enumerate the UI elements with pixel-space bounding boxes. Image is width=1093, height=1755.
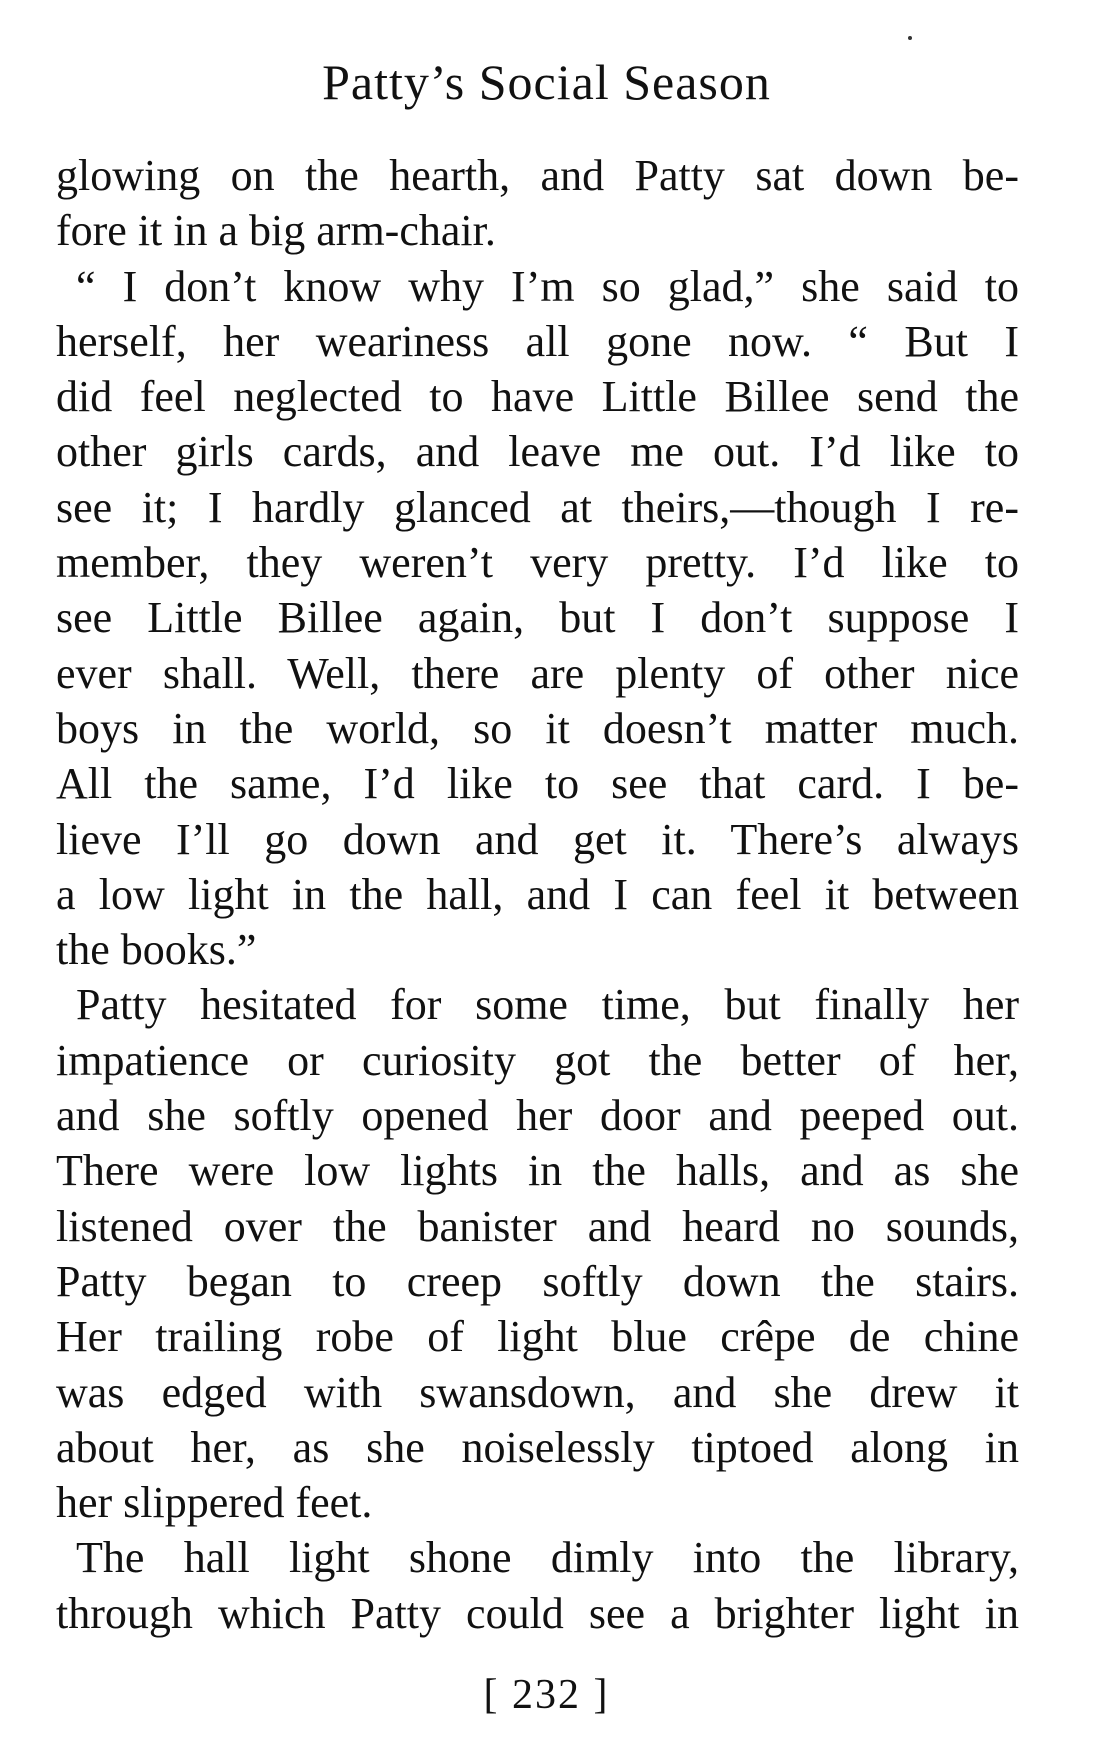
print-speck	[908, 36, 912, 40]
text-line: boys in the world, so it doesn’t matter much.	[56, 703, 1019, 753]
text-line: see it; I hardly glanced at theirs,—though I re-	[56, 482, 1019, 532]
text-line: All the same, I’d like to see that card. I be-	[56, 759, 1019, 809]
text-line: Patty began to creep softly down the stairs.	[56, 1256, 1019, 1306]
text-line: Patty hesitated for some time, but finally her	[76, 980, 1019, 1030]
text-line: did feel neglected to have Little Billee send the	[56, 372, 1019, 422]
text-line: lieve I’ll go down and get it. There’s always	[56, 814, 1019, 864]
text-line: a low light in the hall, and I can feel it between	[56, 869, 1019, 919]
text-line: the books.”	[56, 925, 257, 975]
text-line: other girls cards, and leave me out. I’d like to	[56, 427, 1019, 477]
text-line: was edged with swansdown, and she drew it	[56, 1367, 1019, 1417]
running-head: Patty’s Social Season	[322, 54, 771, 110]
text-line: listened over the banister and heard no sounds,	[56, 1201, 1019, 1251]
text-line: “ I don’t know why I’m so glad,” she said to	[76, 261, 1019, 311]
text-line: through which Patty could see a brighter light in	[56, 1588, 1019, 1638]
text-line: member, they weren’t very pretty. I’d like to	[56, 538, 1019, 588]
text-line: her slippered feet.	[56, 1478, 373, 1528]
text-line: see Little Billee again, but I don’t suppose I	[56, 593, 1019, 643]
text-line: fore it in a big arm-chair.	[56, 206, 496, 256]
text-line: about her, as she noiselessly tiptoed along in	[56, 1422, 1019, 1472]
text-line: herself, her weariness all gone now. “ But I	[56, 316, 1019, 366]
text-line: impatience or curiosity got the better of her,	[56, 1035, 1019, 1085]
text-line: glowing on the hearth, and Patty sat down be-	[56, 151, 1019, 200]
text-line: and she softly opened her door and peeped out.	[56, 1091, 1019, 1141]
text-line: The hall light shone dimly into the library,	[76, 1533, 1019, 1583]
body-text	[56, 148, 1019, 1641]
text-line: ever shall. Well, there are plenty of other nice	[56, 648, 1019, 698]
text-line: Her trailing robe of light blue crêpe de chine	[56, 1312, 1019, 1362]
page-number: [ 232 ]	[483, 1672, 610, 1718]
text-line: There were low lights in the halls, and as she	[56, 1146, 1019, 1196]
